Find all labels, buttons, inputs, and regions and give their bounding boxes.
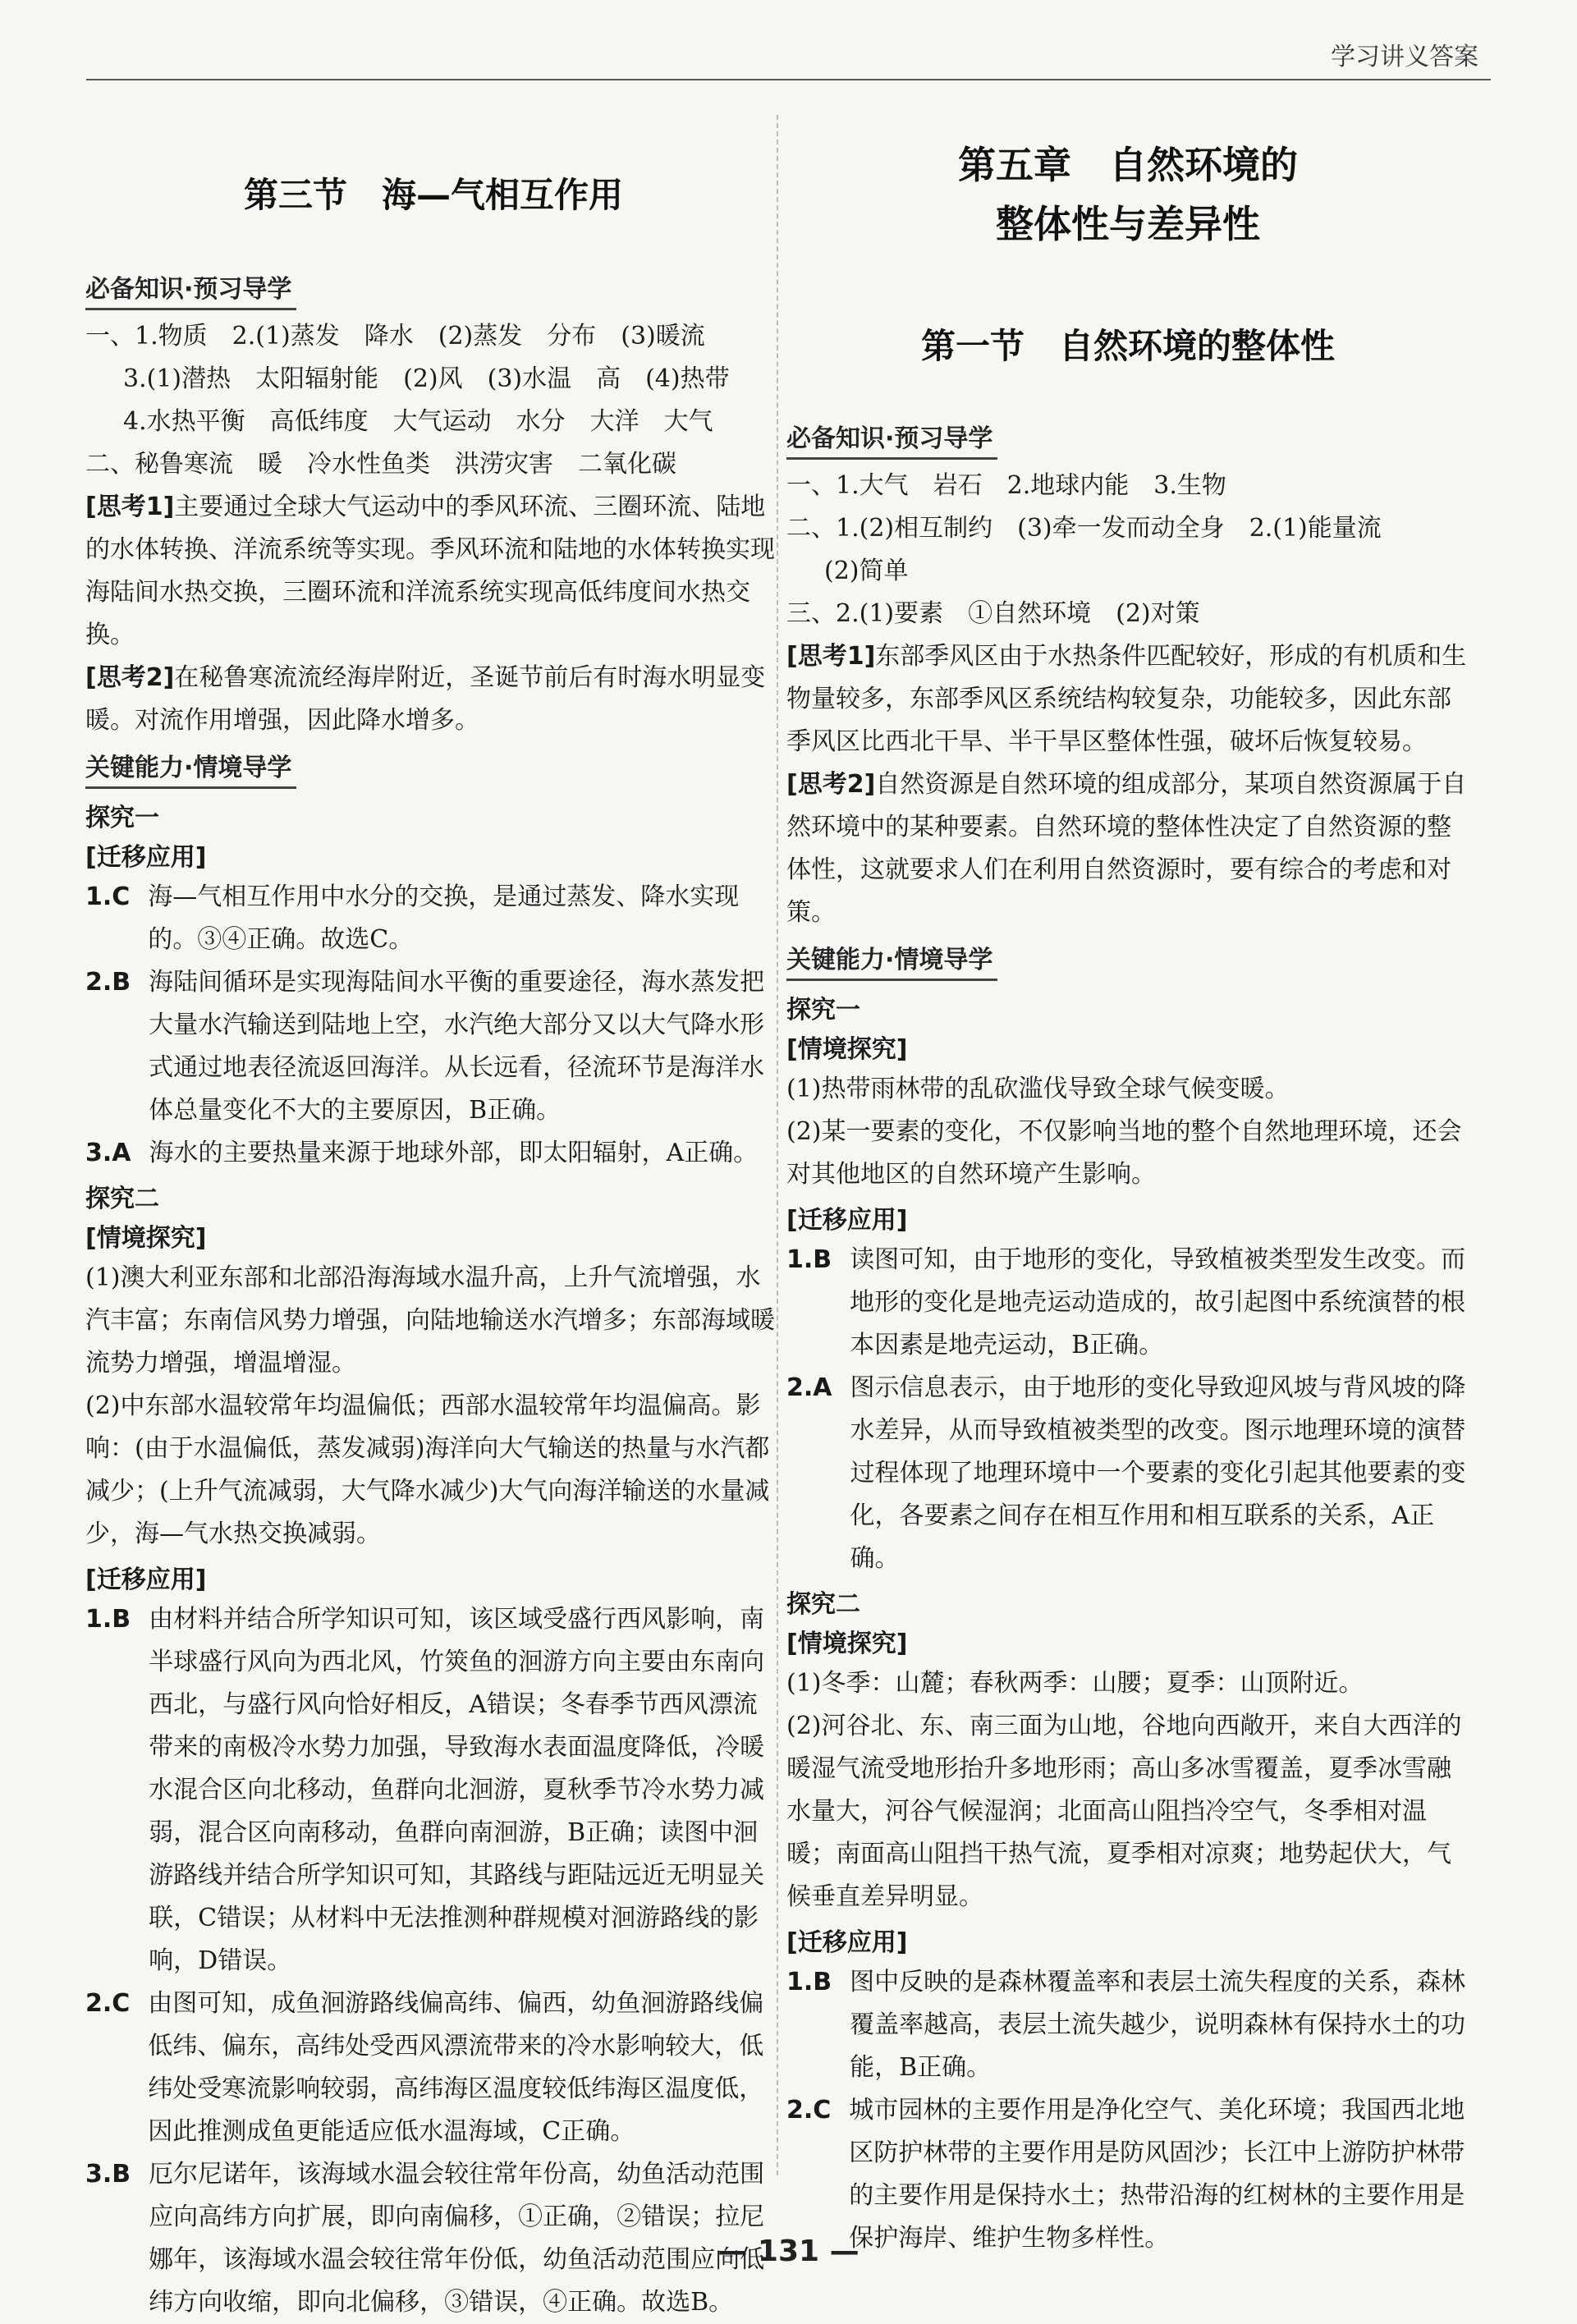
right-apply-1-item	[786, 1367, 1469, 1580]
chapter-title-line-1: 第五章 自然环境的	[958, 143, 1298, 187]
left-section-title: 第三节 海—气相互作用	[243, 175, 623, 215]
header-label: 学习讲义答案	[1331, 43, 1478, 71]
answer-number: 1.B	[786, 1245, 832, 1274]
right-column	[786, 0, 1469, 2260]
left-think-2-text: 在秘鲁寒流流经海岸附近，圣诞节前后有时海水明显变暖。对流作用增强，因此降水增多。	[85, 663, 766, 735]
answer-text: 海陆间循环是实现海陆间水平衡的重要途径，海水蒸发把大量水汽输送到陆地上空，水汽绝大部分又以大气降水形式通过地表径流返回海洋。从长远看，径流环节是海洋水体总量变化不大的主要原因，B正确。	[149, 968, 765, 1125]
left-apply-1-item	[85, 961, 782, 1132]
right-basic-line-3: (2)简单	[824, 557, 909, 585]
answer-number: 2.C	[786, 2096, 832, 2125]
answer-text: 海水的主要热量来源于地球外部，即太阳辐射，A正确。	[149, 1139, 759, 1167]
answer-text: 城市园林的主要作用是净化空气、美化环境；我国西北地区防护林带的主要作用是防风固沙；长江中上游防护林带的主要作用是保持水土；热带沿海的红树林的主要作用是保护海岸、维护生物多样性。	[849, 2096, 1465, 2253]
left-situ-2: (2)中东部水温较常年均温偏低；西部水温较常年均温偏高。影响：(由于水温偏低，蒸发减弱)海洋向大气输送的热量与水汽都减少；(上升气流减弱，大气降水减少)大气向海洋输送的水量减少，海—气水热交换减弱。	[85, 1391, 770, 1548]
left-apply-2-item	[85, 1983, 782, 2153]
right-banner-basic: 必备知识·预习导学	[786, 418, 997, 460]
answer-text: 由图可知，成鱼洄游路线偏高纬、偏西，幼鱼洄游路线偏低纬、偏东，高纬处受西风漂流带来的冷水影响较大，低纬处受寒流影响较弱，高纬海区温度较低纬海区温度低，因此推测成鱼更能适应低水温海域，C正确。	[148, 1989, 764, 2146]
right-think-1-tag: [思考1]	[786, 642, 876, 671]
answer-number: 2.B	[85, 968, 131, 997]
answer-number: 2.C	[85, 1989, 131, 2018]
right-situ-1-line-1: (1)热带雨林带的乱砍滥伐导致全球气候变暖。	[786, 1075, 1290, 1103]
right-basic-line-1: 一、1.大气 岩石 2.地球内能 3.生物	[786, 471, 1226, 500]
answer-number: 2.A	[786, 1373, 832, 1402]
answer-text: 厄尔尼诺年，该海域水温会较往常年份高，幼鱼活动范围应向高纬方向扩展，即向南偏移，①正确，②错误；拉尼娜年，该海域水温会较往常年份低，幼鱼活动范围应向低纬方向收缩，即向北偏移，③错误，④正确。故选B。	[149, 2160, 765, 2317]
left-apply-1-tag: [迁移应用]	[85, 843, 207, 872]
right-think-1-text: 东部季风区由于水热条件匹配较好，形成的有机质和生物量较多，东部季风区系统结构较复杂，功能较多，因此东部季风区比西北干旱、半干旱区整体性强，破坏后恢复较易。	[786, 642, 1467, 756]
right-explore-2: 探究二	[786, 1590, 860, 1619]
left-explore-1: 探究一	[85, 804, 159, 832]
right-think-1	[786, 635, 1469, 763]
answer-text: 由材料并结合所学知识可知，该区域受盛行西风影响，南半球盛行风向为西北风，竹筴鱼的洄游方向主要由东南向西北，与盛行风向恰好相反，A错误；冬春季节西风漂流带来的南极冷水势力加强，导致海水表面温度降低，冷暖水混合区向北移动，鱼群向北洄游，夏秋季节冷水势力减弱，混合区向南移动，鱼群向南洄游，B正确；读图中洄游路线并结合所学知识可知，其路线与距陆远近无明显关联，C错误；从材料中无法推测种群规模对洄游路线的影响，D错误。	[149, 1605, 765, 1975]
left-apply-2-tag: [迁移应用]	[85, 1565, 207, 1594]
left-banner-basic: 必备知识·预习导学	[85, 268, 296, 310]
left-basic-line-2: 3.(1)潜热 太阳辐射能 (2)风 (3)水温 高 (4)热带	[123, 364, 730, 393]
left-basic-line-1: 一、1.物质 2.(1)蒸发 降水 (2)蒸发 分布 (3)暖流	[85, 322, 705, 351]
left-think-2-tag: [思考2]	[85, 663, 175, 692]
right-situ-1-tag: [情境探究]	[786, 1035, 908, 1064]
left-situ-tag: [情境探究]	[85, 1224, 207, 1253]
right-section-title: 第一节 自然环境的整体性	[920, 326, 1335, 366]
left-apply-2-item	[85, 1598, 782, 1983]
right-apply-2-item	[786, 1961, 1469, 2089]
right-think-2	[786, 763, 1469, 934]
right-apply-2-tag: [迁移应用]	[786, 1928, 908, 1957]
answer-number: 1.B	[85, 1605, 131, 1634]
answer-text: 图中反映的是森林覆盖率和表层土流失程度的关系，森林覆盖率越高，表层土流失越少，说明森林有保持水土的功能，B正确。	[850, 1968, 1466, 2082]
right-apply-1-tag: [迁移应用]	[786, 1206, 908, 1235]
left-apply-1-item	[85, 1132, 782, 1175]
answer-number: 3.B	[85, 2160, 131, 2189]
answer-number: 1.B	[786, 1968, 832, 1996]
right-banner-key: 关键能力·情境导学	[786, 939, 997, 981]
page-number: — 131 —	[717, 2235, 860, 2268]
right-think-2-tag: [思考2]	[786, 770, 876, 799]
left-column	[85, 0, 782, 2324]
left-think-1	[85, 486, 782, 657]
left-situ-1: (1)澳大利亚东部和北部沿海海域水温升高，上升气流增强，水汽丰富；东南信风势力增强，向陆地输送水汽增多；东部海域暖流势力增强，增温增湿。	[85, 1263, 775, 1377]
left-basic-line-3: 4.水热平衡 高低纬度 大气运动 水分 大洋 大气	[123, 407, 713, 436]
right-explore-1: 探究一	[786, 996, 860, 1024]
left-think-1-tag: [思考1]	[85, 493, 175, 521]
right-basic-line-2: 二、1.(2)相互制约 (3)牵一发而动全身 2.(1)能量流	[786, 514, 1382, 543]
answer-number: 3.A	[85, 1139, 131, 1167]
right-think-2-text: 自然资源是自然环境的组成部分，某项自然资源属于自然环境中的某种要素。自然环境的整体性决定了自然资源的整体性，这就要求人们在利用自然资源时，要有综合的考虑和对策。	[786, 770, 1467, 927]
right-situ-2-tag: [情境探究]	[786, 1630, 908, 1658]
right-basic-line-4: 三、2.(1)要素 ①自然环境 (2)对策	[786, 599, 1200, 628]
answer-text: 图示信息表示，由于地形的变化导致迎风坡与背风坡的降水差异，从而导致植被类型的改变。图示地理环境的演替过程体现了地理环境中一个要素的变化引起其他要素的变化，各要素之间存在相互作用和相互联系的关系，A正确。	[850, 1373, 1466, 1573]
right-situ-2-line-1: (1)冬季：山麓；春秋两季：山腰；夏季：山顶附近。	[786, 1669, 1364, 1698]
answer-text: 读图可知，由于地形的变化，导致植被类型发生改变。而地形的变化是地壳运动造成的，故引起图中系统演替的根本因素是地壳运动，B正确。	[850, 1245, 1466, 1359]
answer-text: 海—气相互作用中水分的交换，是通过蒸发、降水实现的。③④正确。故选C。	[148, 882, 740, 954]
answer-number: 1.C	[85, 882, 131, 911]
left-apply-1-item	[85, 876, 782, 961]
left-explore-2: 探究二	[85, 1185, 159, 1213]
left-basic-line-4: 二、秘鲁寒流 暖 冷水性鱼类 洪涝灾害 二氧化碳	[85, 450, 676, 479]
right-apply-1-item	[786, 1239, 1469, 1367]
right-situ-2-line-2: (2)河谷北、东、南三面为山地，谷地向西敞开，来自大西洋的暖湿气流受地形抬升多地形雨；高山多冰雪覆盖，夏季冰雪融水量大，河谷气候湿润；北面高山阻挡冷空气，冬季相对温暖；南面高山阻挡干热气流，夏季相对凉爽；地势起伏大，气候垂直差异明显。	[786, 1712, 1462, 1911]
left-think-2	[85, 657, 782, 742]
right-situ-1-line-2: (2)某一要素的变化，不仅影响当地的整个自然地理环境，还会对其他地区的自然环境产生影响。	[786, 1117, 1462, 1189]
left-banner-key: 关键能力·情境导学	[85, 747, 296, 789]
left-think-1-text: 主要通过全球大气运动中的季风环流、三圈环流、陆地的水体转换、洋流系统等实现。季风环流和陆地的水体转换实现海陆间水热交换，三圈环流和洋流系统实现高低纬度间水热交换。	[85, 493, 775, 649]
chapter-title-line-2: 整体性与差异性	[996, 202, 1260, 246]
